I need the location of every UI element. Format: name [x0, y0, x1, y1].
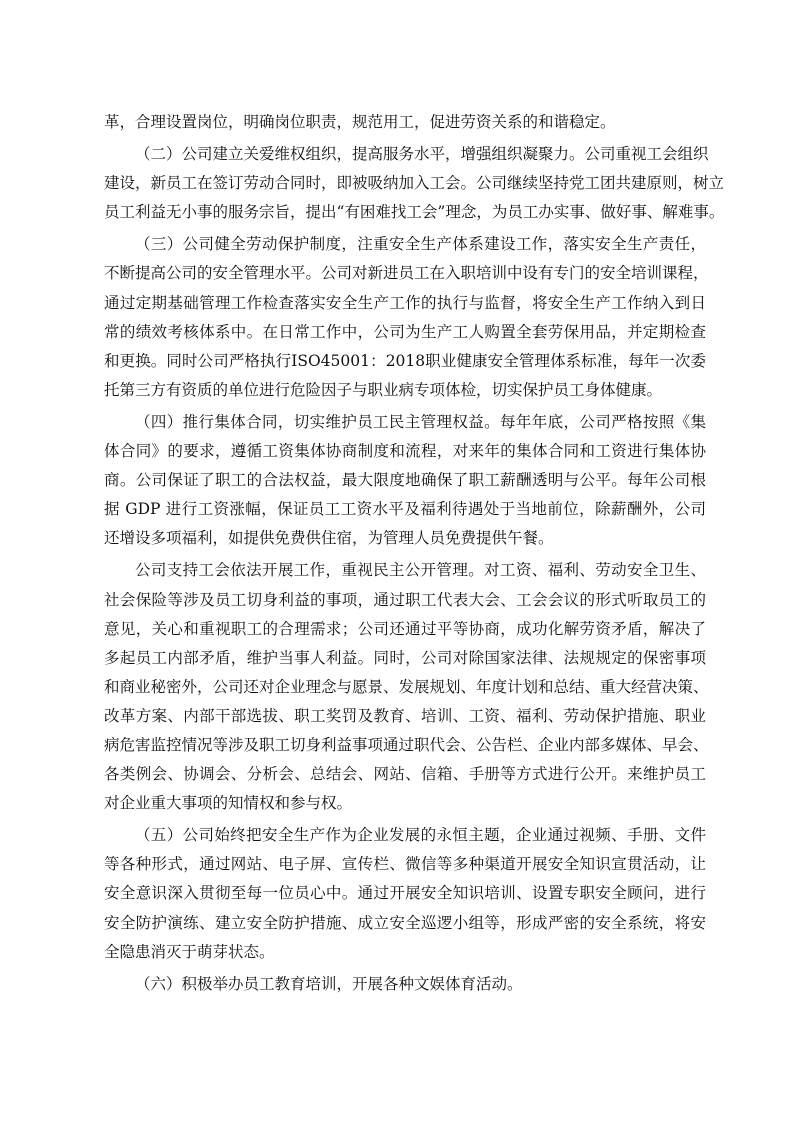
- text-line: 还增设多项福利，如提供免费供住宿，为管理人员免费提供午餐。: [104, 529, 554, 548]
- paragraph-5: [104, 556, 709, 818]
- text-line: 对企业重大事项的知情权和参与权。: [104, 794, 353, 813]
- text-line: 不断提高公司的安全管理水平。公司对新进员工在入职培训中设有专门的安全培训课程，: [104, 264, 709, 283]
- text-line: （三）公司健全劳动保护制度，注重安全生产体系建设工作，落实安全生产责任，: [135, 235, 706, 254]
- text-line: 改革方案、内部干部选拔、职工奖罚及教育、培训、工资、福利、劳动保护措施、职业: [104, 706, 706, 725]
- text-line: （五）公司始终把安全生产作为企业发展的永恒主题，企业通过视频、手册、文件: [135, 826, 706, 845]
- text-line: （二）公司建立关爱维权组织，提高服务水平，增强组织凝聚力。公司重视工会组织: [135, 145, 709, 164]
- paragraph-7: [104, 970, 706, 999]
- text-line: 病危害监控情况等涉及职工切身利益事项通过职代会、公告栏、企业内部多媒体、早会、: [104, 735, 709, 754]
- text-line: 据 GDP 进行工资涨幅，保证员工工资水平及福利待遇处于当地前位，除薪酬外，公司: [104, 500, 706, 519]
- text-line: 多起员工内部矛盾，维护当事人利益。同时，公司对除国家法律、法规规定的保密事项: [104, 648, 706, 667]
- text-line: 各类例会、协调会、分析会、总结会、网站、信箱、手册等方式进行公开。来维护员工: [104, 765, 706, 784]
- text-line: 全隐患消灭于萌芽状态。: [104, 942, 275, 961]
- paragraph-4: [104, 408, 706, 553]
- text-line: 社会保险等涉及员工切身利益的事项，通过职工代表大会、工会会议的形式听取员工的: [104, 590, 706, 609]
- text-line: 商。公司保证了职工的合法权益，最大限度地确保了职工薪酬透明与公平。每年公司根: [104, 471, 706, 490]
- paragraph-6: [104, 821, 706, 966]
- text-line: （六）积极举办员工教育培训，开展各种文娱体育活动。: [135, 974, 523, 993]
- text-line: 通过定期基础管理工作检查落实安全生产工作的执行与监督，将安全生产工作纳入到日: [104, 293, 706, 312]
- text-line: 托第三方有资质的单位进行危险因子与职业病专项体检，切实保护员工身体健康。: [104, 380, 663, 399]
- text-line: 公司支持工会依法开展工作，重视民主公开管理。对工资、福利、劳动安全卫生、: [135, 561, 706, 580]
- text-line: 体合同》的要求，遵循工资集体协商制度和流程，对来年的集体合同和工资进行集体协: [104, 442, 706, 461]
- text-line: 革，合理设置岗位，明确岗位职责，规范用工，促进劳资关系的和谐稳定。: [104, 113, 616, 131]
- text-line: 等各种形式，通过网站、电子屏、宣传栏、微信等多种渠道开展安全知识宣贯活动，让: [104, 855, 706, 874]
- text-line: （四）推行集体合同，切实维护员工民主管理权益。每年年底，公司严格按照《集: [135, 412, 706, 431]
- text-line: 员工利益无小事的服务宗旨，提出“有困难找工会”理念，为员工办实事、做好事、解难事。: [104, 203, 725, 222]
- text-line: 安全意识深入贯彻至每一位员心中。通过开展安全知识培训、设置专职安全顾问，进行: [104, 884, 706, 903]
- text-line: 建设，新员工在签订劳动合同时，即被吸纳加入工会。公司继续坚持党工团共建原则，树立: [104, 174, 725, 193]
- paragraph-2: [104, 140, 725, 227]
- text-line: 安全防护演练、建立安全防护措施、成立安全巡逻小组等，形成严密的安全系统，将安: [104, 913, 706, 932]
- text-line: 意见，关心和重视职工的合理需求；公司还通过平等协商，成功化解劳资矛盾，解决了: [104, 619, 706, 638]
- document-body: [104, 108, 725, 999]
- text-line: 和更换。同时公司严格执行ISO45001：2018职业健康安全管理体系标准，每年一次委: [104, 351, 706, 370]
- paragraph-3: [104, 230, 709, 405]
- paragraph-1: [104, 108, 706, 137]
- text-line: 常的绩效考核体系中。在日常工作中，公司为生产工人购置全套劳保用品，并定期检查: [104, 322, 706, 341]
- text-line: 和商业秘密外，公司还对企业理念与愿景、发展规划、年度计划和总结、重大经营决策、: [104, 677, 709, 696]
